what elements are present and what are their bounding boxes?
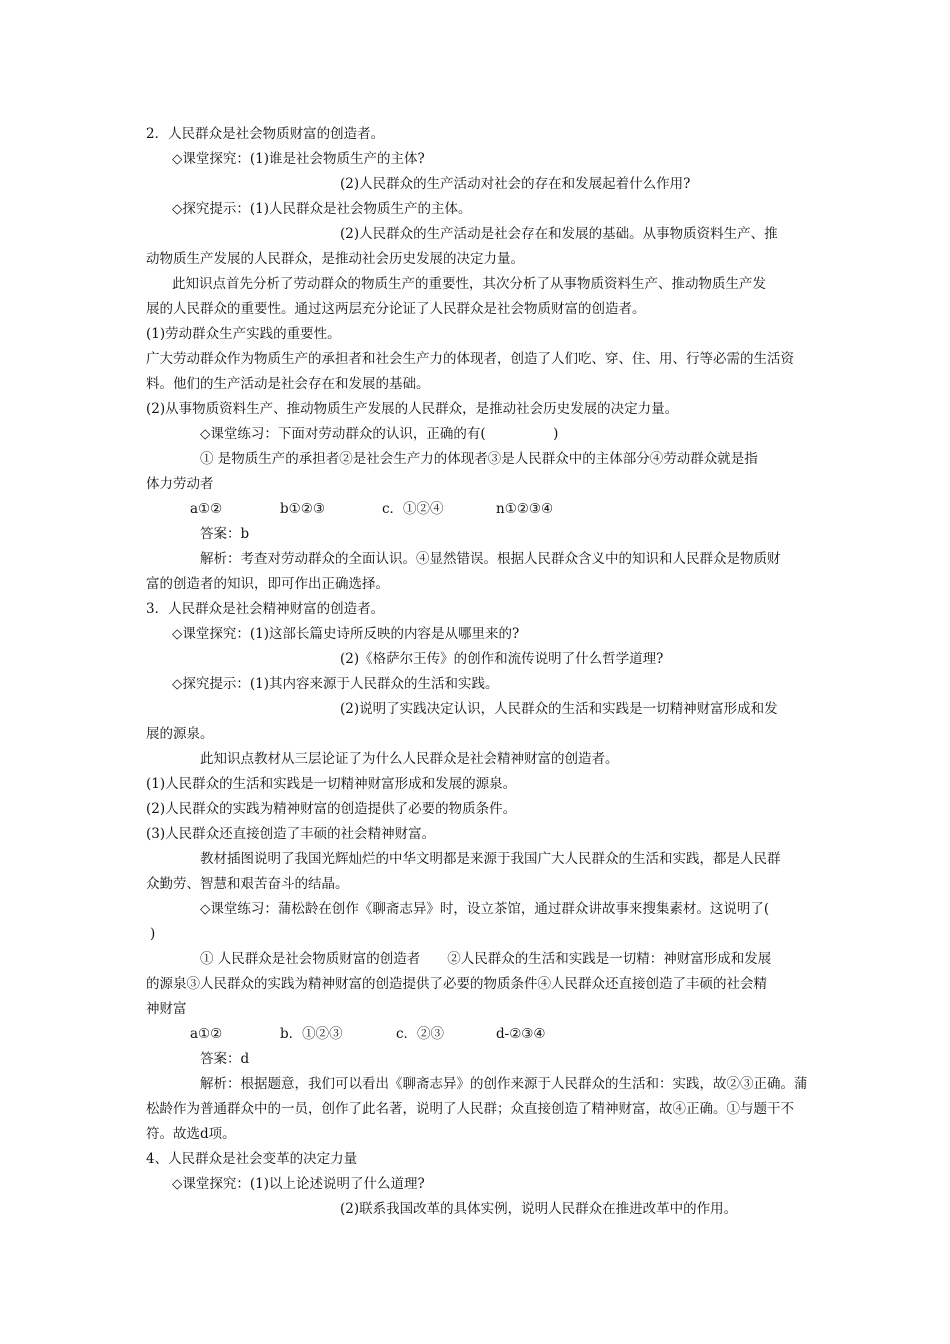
- paragraph-line: 展的人民群众的重要性。通过这两层充分论证了人民群众是社会物质财富的创造者。: [146, 301, 646, 317]
- exercise-statements: 的源泉③人民群众的实践为精神财富的创造提供了必要的物质条件④人民群众还直接创造了丰硕的社会精: [146, 976, 767, 992]
- point-heading: (2)从事物质资料生产、推动物质生产发展的人民群众，是推动社会历史发展的决定力量。: [146, 401, 679, 417]
- exercise-statements: ① 人民群众是社会物质财富的创造者 ②人民群众的生活和实践是一切精：神财富形成和发展: [200, 951, 772, 967]
- paragraph-line: 广大劳动群众作为物质生产的承担者和社会生产力的体现者，创造了人们吃、穿、住、用、行等必需的生活资: [146, 351, 794, 367]
- option-a: a①②: [190, 1026, 223, 1042]
- text-line: 展的源泉。: [146, 726, 214, 742]
- inquiry-hint-2: (2)说明了实践决定认识，人民群众的生活和实践是一切精神财富形成和发: [340, 701, 778, 717]
- paragraph-line: 众勤劳、智慧和艰苦奋斗的结晶。: [146, 876, 349, 892]
- paragraph-line: 教材插图说明了我国光辉灿烂的中华文明都是来源于我国广大人民群众的生活和实践，都是人民群: [200, 851, 781, 867]
- option-b: b①②③: [280, 501, 325, 517]
- exercise-question: ): [150, 926, 156, 942]
- class-inquiry-2: (2)人民群众的生产活动对社会的存在和发展起着什么作用?: [340, 176, 691, 192]
- exercise-statements: 体力劳动者: [146, 476, 214, 492]
- class-inquiry-1: ◇课堂探究：(1)以上论述说明了什么道理?: [172, 1176, 425, 1192]
- option-d: d-②③④: [496, 1026, 546, 1042]
- inquiry-hint-1: ◇探究提示：(1)人民群众是社会物质生产的主体。: [172, 201, 472, 217]
- option-c: c．①②④: [382, 501, 444, 517]
- option-a: a①②: [190, 501, 223, 517]
- point-heading: (1)劳动群众生产实践的重要性。: [146, 326, 341, 342]
- paragraph-line: 此知识点教材从三层论证了为什么人民群众是社会精神财富的创造者。: [200, 751, 619, 767]
- section-heading-4: 4、人民群众是社会变革的决定力量: [146, 1151, 358, 1167]
- option-d: n①②③④: [496, 501, 554, 517]
- paragraph-line: 此知识点首先分析了劳动群众的物质生产的重要性，其次分析了从事物质资料生产、推动物质生产发: [172, 276, 766, 292]
- exercise-statements: 神财富: [146, 1001, 187, 1017]
- class-inquiry-2: (2)联系我国改革的具体实例，说明人民群众在推进改革中的作用。: [340, 1201, 738, 1217]
- point-item: (1)人民群众的生活和实践是一切精神财富形成和发展的源泉。: [146, 776, 517, 792]
- analysis: 解析：考查对劳动群众的全面认识。④显然错误。根据人民群众含义中的知识和人民群众是物质财: [200, 551, 781, 567]
- class-inquiry-1: ◇课堂探究：(1)这部长篇史诗所反映的内容是从哪里来的?: [172, 626, 520, 642]
- paragraph-line: 料。他们的生产活动是社会存在和发展的基础。: [146, 376, 430, 392]
- inquiry-hint-1: ◇探究提示：(1)其内容来源于人民群众的生活和实践。: [172, 676, 499, 692]
- answer: 答案：b: [200, 526, 250, 542]
- point-item: (2)人民群众的实践为精神财富的创造提供了必要的物质条件。: [146, 801, 517, 817]
- exercise-question: ◇课堂练习：蒲松龄在创作《聊斋志异》时，设立茶馆，通过群众讲故事来搜集素材。这说明了(: [200, 901, 770, 917]
- analysis: 解析：根据题意，我们可以看出《聊斋志异》的创作来源于人民群众的生活和：实践，故②③正确。蒲: [200, 1076, 808, 1092]
- section-heading-2: 2．人民群众是社会物质财富的创造者。: [146, 126, 385, 142]
- analysis: 符。故选d项。: [146, 1126, 236, 1142]
- analysis: 松龄作为普通群众中的一员，创作了此名著，说明了人民群；众直接创造了精神财富，故④正确。①与题干不: [146, 1101, 794, 1117]
- option-b: b．①②③: [280, 1026, 343, 1042]
- inquiry-hint-2: (2)人民群众的生产活动是社会存在和发展的基础。从事物质资料生产、推: [340, 226, 778, 242]
- option-c: c．②③: [396, 1026, 445, 1042]
- answer: 答案：d: [200, 1051, 250, 1067]
- point-item: (3)人民群众还直接创造了丰硕的社会精神财富。: [146, 826, 436, 842]
- class-inquiry-2: (2)《格萨尔王传》的创作和流传说明了什么哲学道理?: [340, 651, 664, 667]
- exercise-question: ◇课堂练习：下面对劳动群众的认识，正确的有( ): [200, 426, 559, 442]
- text-line: 动物质生产发展的人民群众，是推动社会历史发展的决定力量。: [146, 251, 524, 267]
- exercise-statements: ① 是物质生产的承担者②是社会生产力的体现者③是人民群众中的主体部分④劳动群众就是指: [200, 451, 758, 467]
- section-heading-3: 3．人民群众是社会精神财富的创造者。: [146, 601, 385, 617]
- analysis: 富的创造者的知识，即可作出正确选择。: [146, 576, 389, 592]
- class-inquiry-1: ◇课堂探究：(1)谁是社会物质生产的主体?: [172, 151, 425, 167]
